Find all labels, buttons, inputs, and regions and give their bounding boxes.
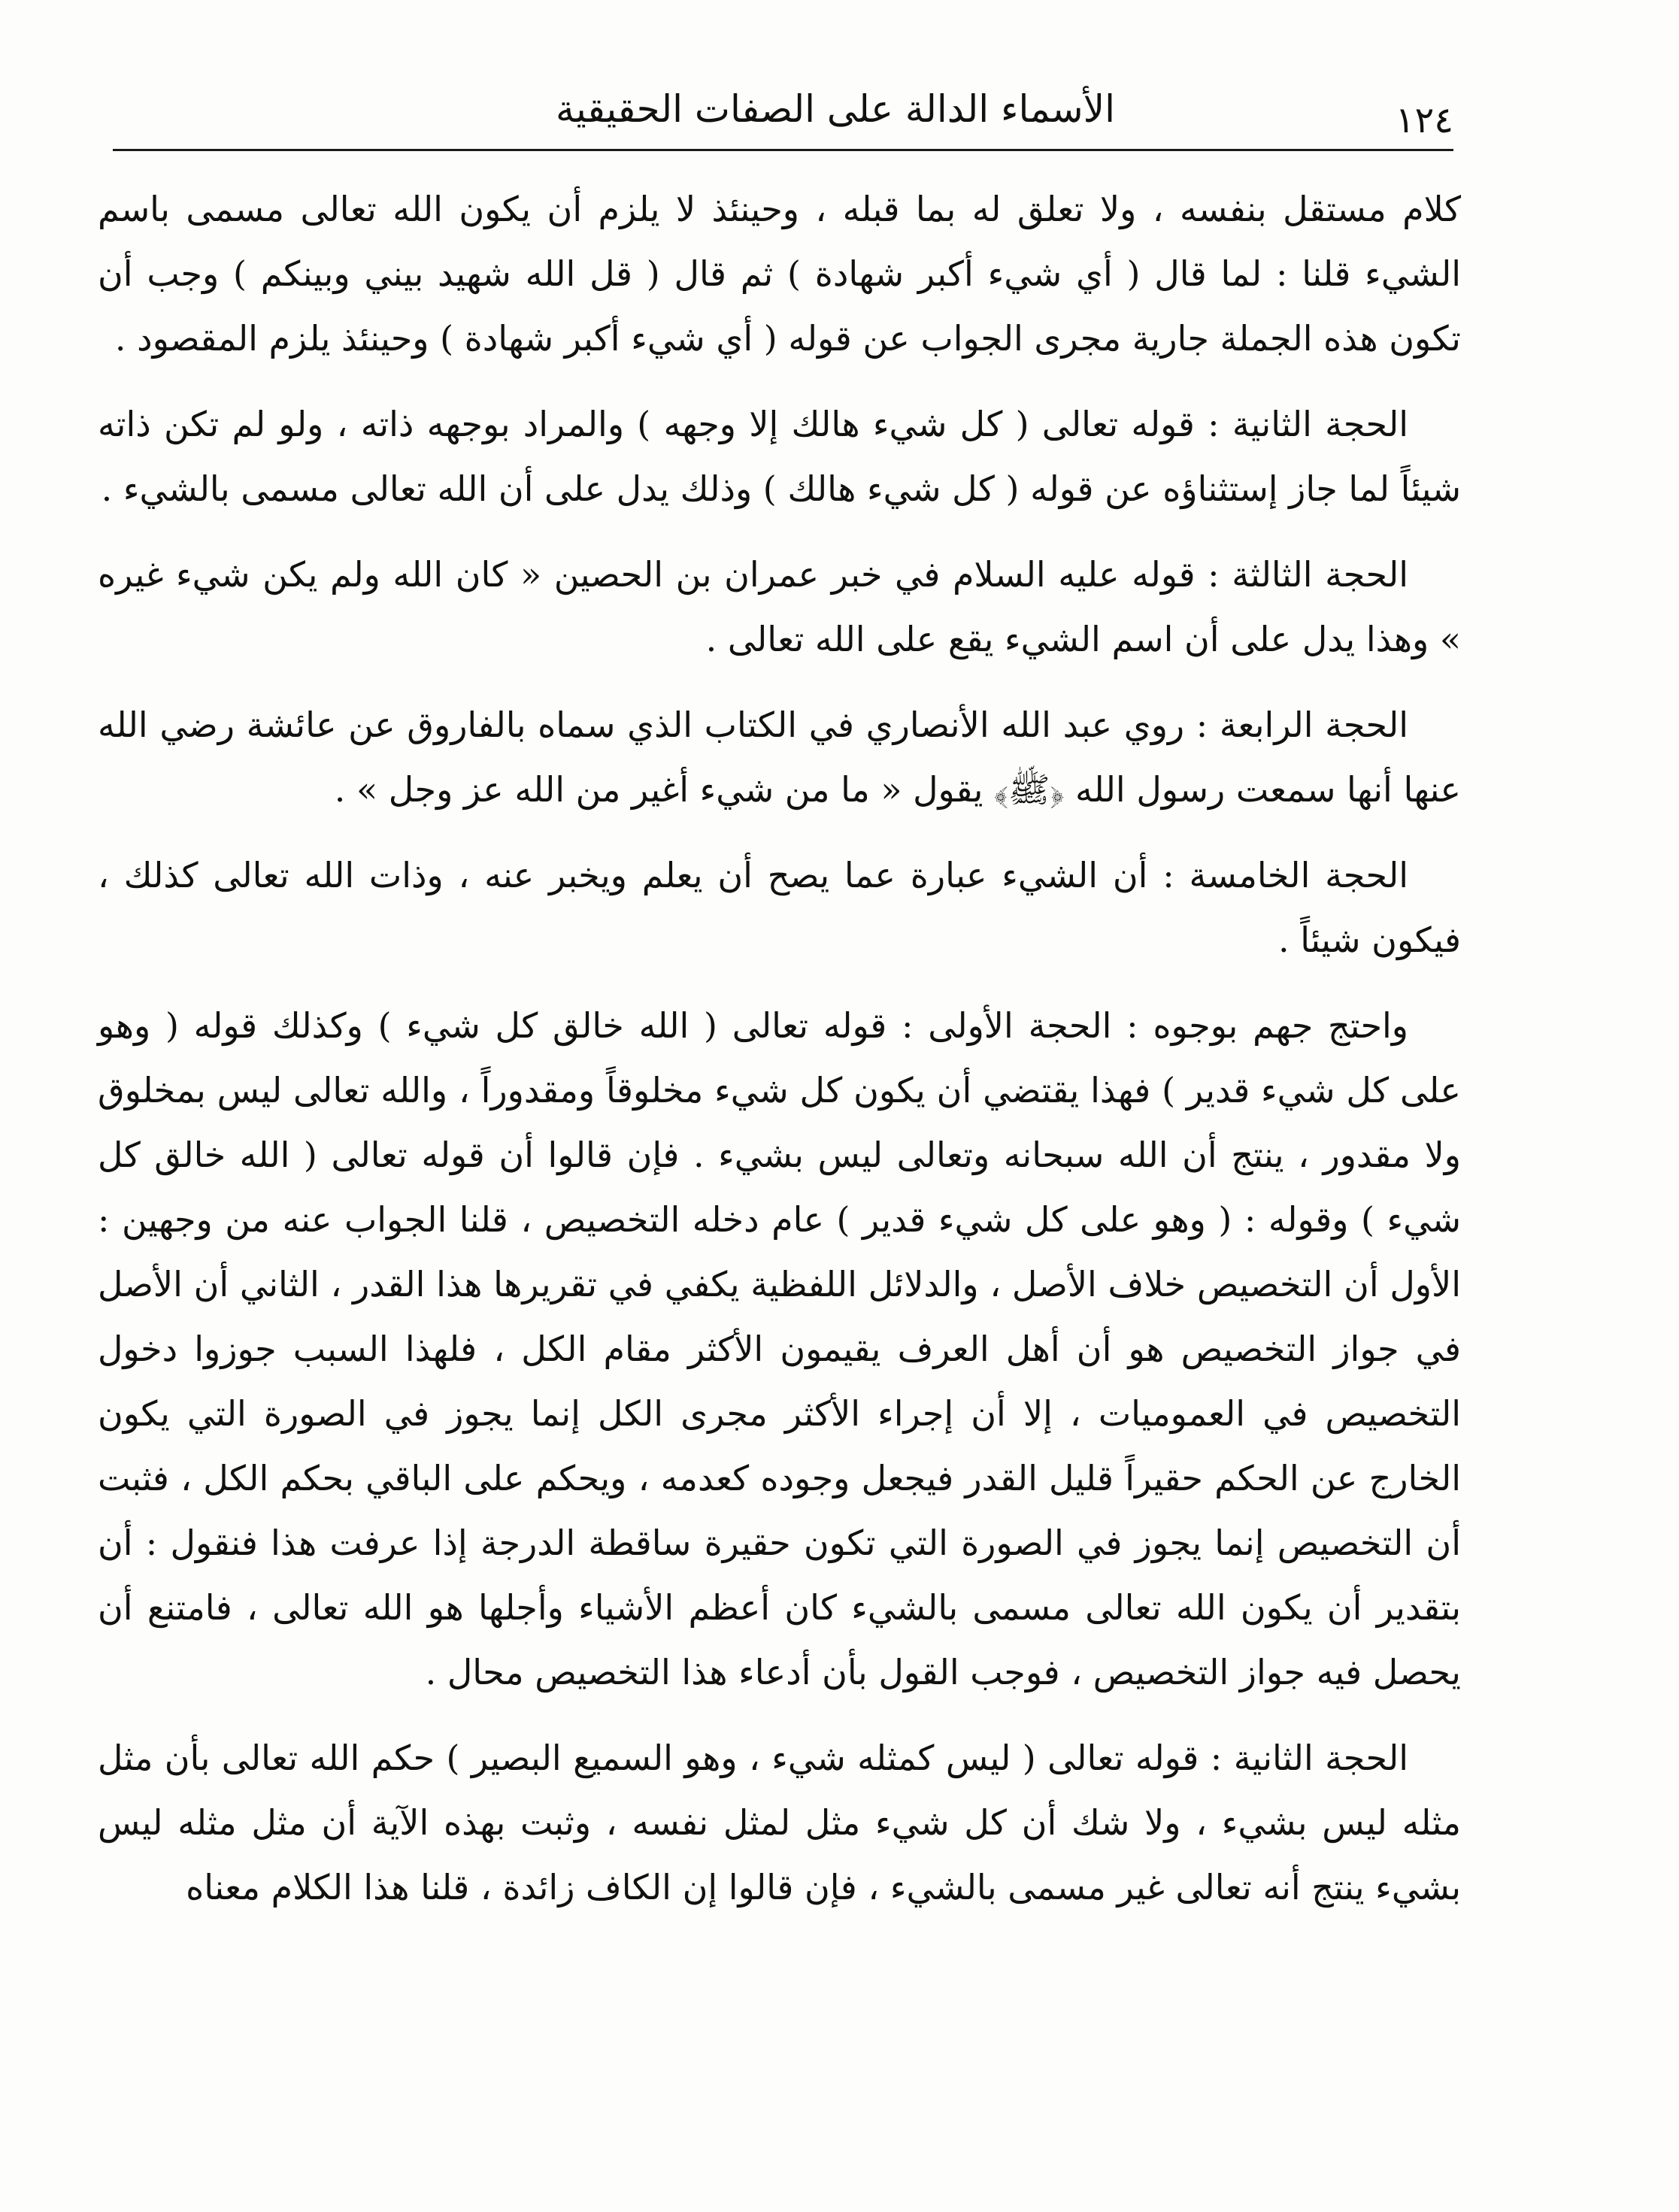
running-title: الأسماء الدالة على الصفات الحقيقية bbox=[556, 87, 1115, 131]
paragraph: الحجة الخامسة : أن الشيء عبارة عما يصح أن يعلم ويخبر عنه ، وذات الله تعالى كذلك ، فيكون شيئاً . bbox=[98, 855, 1461, 960]
page-number: ١٢٤ bbox=[1395, 99, 1453, 141]
paragraph: الحجة الرابعة : روي عبد الله الأنصاري في الكتاب الذي سماه بالفاروق عن عائشة رضي الله عنها أنها سمعت رسول الله ﴿ﷺ﴾ يقول « ما من شيء أغير من الله عز وجل » . bbox=[98, 705, 1461, 810]
paragraph: الحجة الثانية : قوله تعالى ( ليس كمثله شيء ، وهو السميع البصير ) حكم الله تعالى بأن مثل مثله ليس بشيء ، ولا شك أن كل شيء مثل لمثل نفسه ، وثبت بهذه الآية أن مثل مثله ليس بشيء ينتج أنه تعالى غير مسمى بالشيء ، فإن قالوا إن الكاف زائدة ، قلنا هذا الكلام معناه bbox=[98, 1738, 1461, 1907]
page-body bbox=[98, 177, 1461, 1941]
paragraph: واحتج جهم بوجوه : الحجة الأولى : قوله تعالى ( الله خالق كل شيء ) وكذلك قوله ( وهو على كل شيء قدير ) فهذا يقتضي أن يكون كل شيء مخلوقاً ومقدوراً ، والله تعالى ليس بمخلوق ولا مقدور ، ينتج أن الله سبحانه وتعالى ليس بشيء . فإن قالوا أن قوله تعالى ( الله خالق كل شيء ) وقوله : ( وهو على كل شيء قدير ) عام دخله التخصيص ، قلنا الجواب عنه من وجهين : الأول أن التخصيص خلاف الأصل ، والدلائل اللفظية يكفي في تقريرها هذا القدر ، الثاني أن الأصل في جواز التخصيص هو أن أهل العرف يقيمون الأكثر مقام الكل ، فلهذا السبب جوزوا دخول التخصيص في العموميات ، إلا أن إجراء الأكثر مجرى الكل إنما يجوز في الصورة التي يكون الخارج عن الحكم حقيراً قليل القدر فيجعل وجوده كعدمه ، ويحكم على الباقي بحكم الكل ، فثبت أن التخصيص إنما يجوز في الصورة التي تكون حقيرة ساقطة الدرجة إذا عرفت هذا فنقول : أن بتقدير أن يكون الله تعالى مسمى بالشيء كان أعظم الأشياء وأجلها هو الله تعالى ، فامتنع أن يحصل فيه جواز التخصيص ، فوجب القول بأن أدعاء هذا التخصيص محال . bbox=[98, 1005, 1461, 1692]
header-rule bbox=[113, 149, 1453, 151]
paragraph: كلام مستقل بنفسه ، ولا تعلق له بما قبله ، وحينئذ لا يلزم أن يكون الله تعالى مسمى باسم الشيء قلنا : لما قال ( أي شيء أكبر شهادة ) ثم قال ( قل الله شهيد بيني وبينكم ) وجب أن تكون هذه الجملة جارية مجرى الجواب عن قوله ( أي شيء أكبر شهادة ) وحينئذ يلزم المقصود . bbox=[98, 189, 1461, 359]
paragraph: الحجة الثالثة : قوله عليه السلام في خبر عمران بن الحصين « كان الله ولم يكن شيء غيره » وهذا يدل على أن اسم الشيء يقع على الله تعالى . bbox=[98, 554, 1461, 659]
paragraph: الحجة الثانية : قوله تعالى ( كل شيء هالك إلا وجهه ) والمراد بوجهه ذاته ، ولو لم تكن ذاته شيئاً لما جاز إستثناؤه عن قوله ( كل شيء هالك ) وذلك يدل على أن الله تعالى مسمى بالشيء . bbox=[98, 404, 1461, 509]
page-header bbox=[113, 75, 1453, 158]
